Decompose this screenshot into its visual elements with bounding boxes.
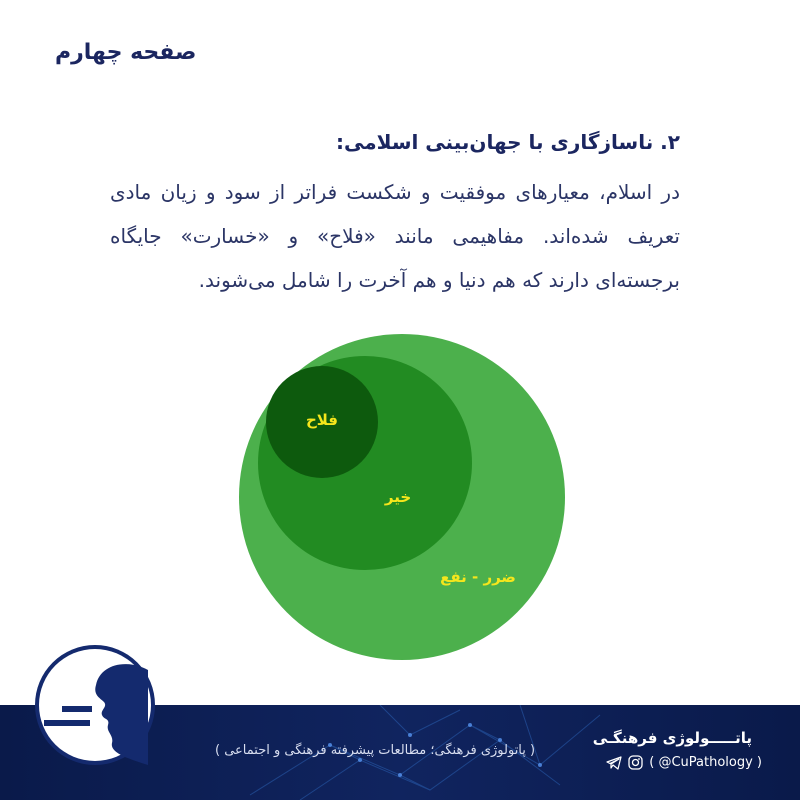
page-label: صفحه چهارم [55, 40, 197, 65]
telegram-icon[interactable] [606, 756, 622, 770]
brand-handle-row [606, 755, 762, 770]
logo-profile-icon [30, 640, 160, 770]
instagram-icon[interactable] [628, 755, 643, 770]
brand-handle[interactable]: ( @CuPathology ) [649, 755, 762, 770]
brand-name: پاتـــــولوژی فرهنگـی [592, 729, 752, 747]
middle-label: خیر [384, 488, 412, 506]
body-paragraph: در اسلام، معیارهای موفقیت و شکست فراتر از سود و زیان مادی تعریف شده‌اند. مفاهیمی مانند «فلاح» و «خسارت» جایگاه برجسته‌ای دارند که هم دنیا و هم آخرت را شامل می‌شوند. [110, 180, 680, 292]
footer-tagline: ( پاتولوژی فرهنگی؛ مطالعات پیشرفته فرهنگی و اجتماعی ) [215, 743, 536, 758]
inner-label: فلاح [305, 411, 339, 429]
outer-label: ضرر - نفع [440, 568, 516, 586]
section-heading: ۲. ناسازگاری با جهان‌بینی اسلامی: [336, 130, 680, 154]
